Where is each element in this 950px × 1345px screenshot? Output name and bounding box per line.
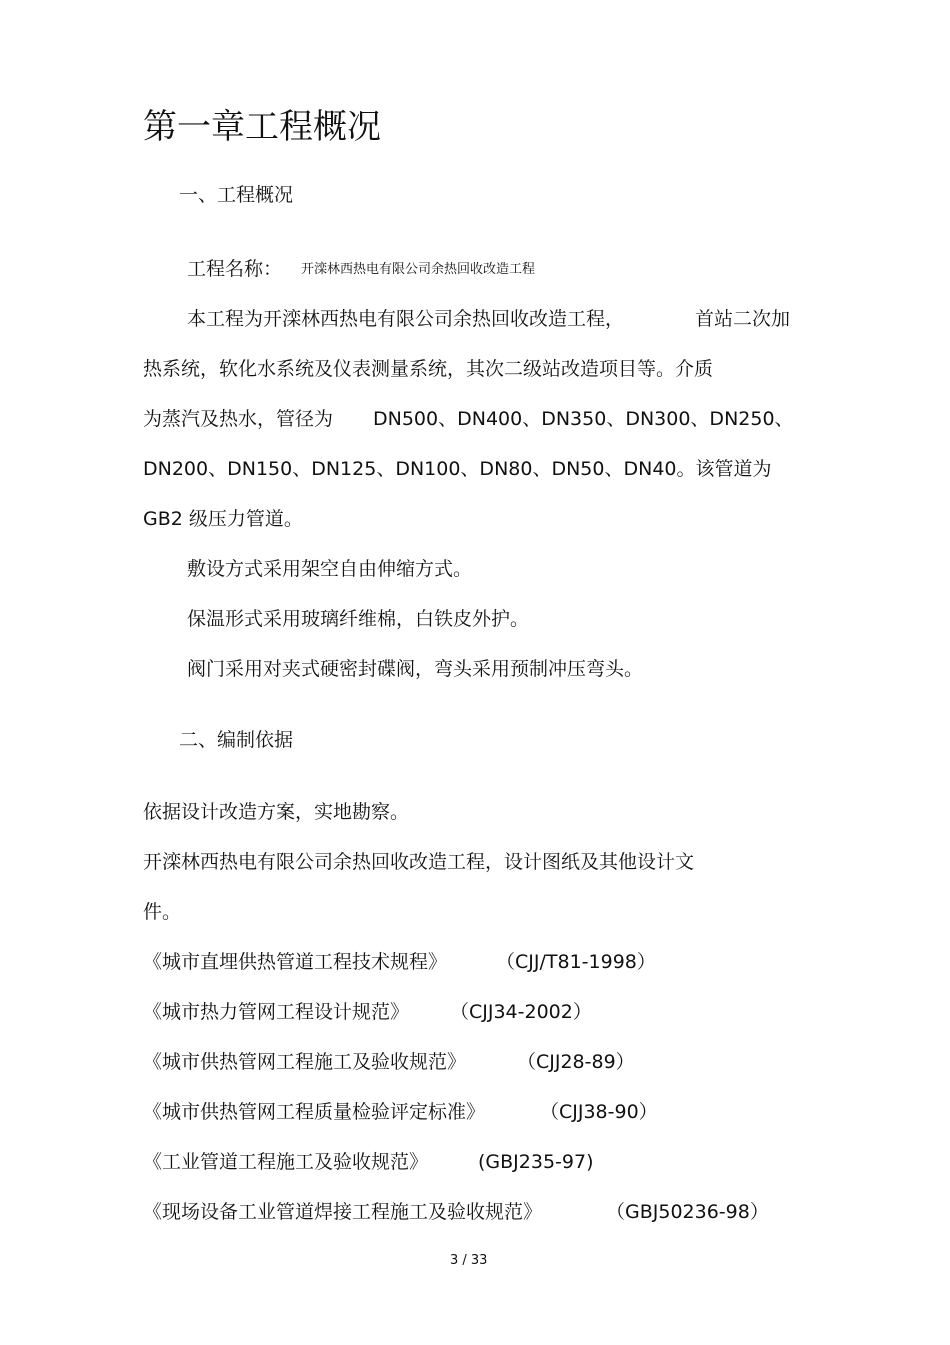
standard-code: （CJJ38-90） (540, 1101, 658, 1123)
paragraph-insulation: 保温形式采用玻璃纤维棉，白铁皮外护。 (187, 608, 530, 630)
paragraph-1-line-1a: 本工程为开滦林西热电有限公司余热回收改造工程， (187, 308, 625, 330)
basis-line-2: 开滦林西热电有限公司余热回收改造工程，设计图纸及其他设计文 (143, 851, 695, 873)
standard-code: （GBJ50236-98） (606, 1201, 769, 1223)
standard-name: 《城市热力管网工程设计规范》 (143, 1001, 410, 1023)
paragraph-1-line-3b: DN500、DN400、DN350、DN300、DN250、 (373, 408, 794, 430)
standard-code: （CJJ/T81-1998） (496, 951, 656, 973)
standard-name: 《现场设备工业管道焊接工程施工及验收规范》 (143, 1201, 543, 1223)
paragraph-1-line-4: DN200、DN150、DN125、DN100、DN80、DN50、DN40。该管道为 (143, 458, 772, 480)
standard-code: （CJJ34-2002） (450, 1001, 592, 1023)
project-name-label: 工程名称： (187, 258, 283, 280)
basis-line-3: 件。 (143, 901, 182, 923)
section-heading-2: 二、编制依据 (179, 729, 294, 751)
paragraph-valves: 阀门采用对夹式硬密封碟阀，弯头采用预制冲压弯头。 (187, 658, 644, 680)
paragraph-1-line-5: GB2 级压力管道。 (143, 508, 303, 530)
page-number: 3 / 33 (450, 1253, 488, 1268)
paragraph-1-line-2: 热系统，软化水系统及仪表测量系统，其次二级站改造项目等。介质 (143, 358, 714, 380)
basis-line-1: 依据设计改造方案，实地勘察。 (143, 801, 410, 823)
section-heading-1: 一、工程概况 (179, 184, 294, 206)
standard-name: 《城市供热管网工程施工及验收规范》 (143, 1051, 467, 1073)
project-name-value: 开滦林西热电有限公司余热回收改造工程 (301, 262, 536, 277)
paragraph-1-line-3a: 为蒸汽及热水，管径为 (143, 408, 334, 430)
standard-name: 《工业管道工程施工及验收规范》 (143, 1151, 429, 1173)
standard-name: 《城市直埋供热管道工程技术规程》 (143, 951, 448, 973)
standard-code: (GBJ235-97) (478, 1151, 594, 1173)
paragraph-1-line-1b: 首站二次加 (695, 308, 791, 330)
chapter-title: 第一章工程概况 (143, 107, 381, 147)
paragraph-laying: 敷设方式采用架空自由伸缩方式。 (187, 558, 473, 580)
standard-name: 《城市供热管网工程质量检验评定标准》 (143, 1101, 486, 1123)
standard-code: （CJJ28-89） (517, 1051, 635, 1073)
